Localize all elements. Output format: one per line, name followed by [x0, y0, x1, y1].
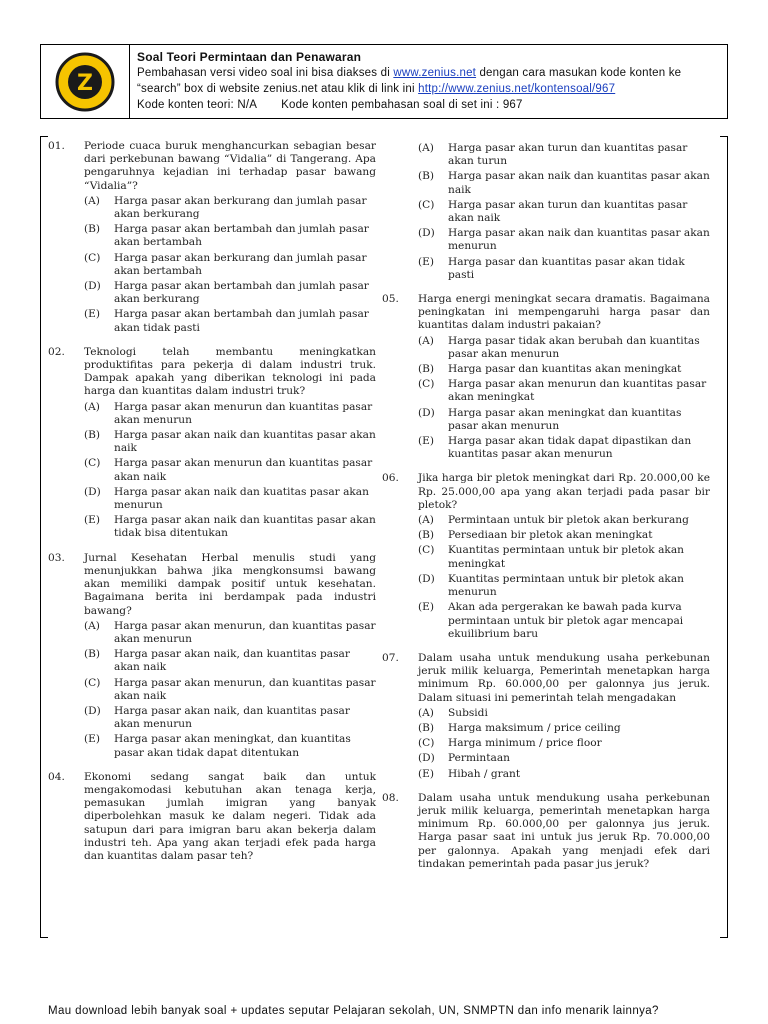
- answer-option: [84, 429, 376, 455]
- option-letter: (A): [84, 194, 100, 207]
- answer-option: [84, 457, 376, 483]
- question-number: 03.: [48, 551, 65, 564]
- question-stem: Periode cuaca buruk menghancurkan sebagian besar dari perkebunan bawang “Vidalia” di Tangerang. Apa pengaruhnya kejadian ini terhadap pasar bawang “Vidalia”?: [84, 140, 376, 192]
- option-text: Harga pasar akan turun dan kuantitas pasar akan naik: [448, 198, 688, 225]
- answer-option: [418, 335, 710, 361]
- option-letter: (D): [418, 752, 435, 765]
- question-number: 07.: [382, 651, 399, 664]
- left-column: [48, 140, 376, 874]
- option-letter: (A): [418, 142, 434, 154]
- option-letter: (B): [418, 529, 435, 542]
- option-letter: (A): [418, 706, 434, 719]
- left-bracket: [40, 136, 48, 938]
- answer-option: [418, 227, 710, 253]
- answer-option: [418, 363, 710, 376]
- option-letter: (C): [418, 544, 435, 557]
- option-text: Harga pasar akan tidak dapat dipastikan dan kuantitas pasar akan menurun: [448, 435, 692, 461]
- option-text: Harga pasar akan naik dan kuantitas pasar akan naik: [114, 429, 376, 455]
- option-letter: (E): [418, 255, 434, 268]
- page-title: Soal Teori Permintaan dan Penawaran: [137, 50, 362, 64]
- option-letter: (D): [418, 572, 435, 585]
- option-letter: (B): [418, 170, 435, 183]
- option-text: Harga pasar akan berkurang dan jumlah pasar akan berkurang: [114, 194, 367, 221]
- option-text: Harga pasar dan kuantitas pasar akan tidak pasti: [448, 255, 685, 281]
- header-line-2: “search” box di website zenius.net atau klik di link ini http://www.zenius.net/kontensoal/967: [137, 83, 616, 95]
- answer-option: [84, 514, 376, 540]
- option-text: Harga pasar akan bertambah dan jumlah pasar akan berkurang: [114, 280, 369, 306]
- answer-option: [418, 601, 710, 641]
- option-text: Harga pasar akan naik dan kuantitas pasar akan tidak bisa ditentukan: [114, 514, 376, 540]
- option-letter: (B): [84, 223, 101, 236]
- option-text: Harga pasar akan naik dan kuantitas pasar akan naik: [448, 170, 710, 196]
- answer-option: [418, 737, 710, 750]
- option-text: Harga pasar akan menurun dan kuantitas pasar akan meningkat: [448, 378, 707, 404]
- question-item: [48, 346, 376, 541]
- option-text: Kuantitas permintaan untuk bir pletok akan menurun: [448, 572, 684, 599]
- answer-option: [84, 486, 376, 512]
- option-letter: (E): [418, 601, 434, 614]
- option-text: Harga pasar akan menurun, dan kuantitas pasar akan menurun: [114, 619, 376, 645]
- option-text: Permintaan: [448, 752, 510, 765]
- option-letter: (C): [418, 198, 435, 211]
- answer-option: [418, 752, 710, 765]
- answer-option: [84, 252, 376, 278]
- option-text: Harga pasar tidak akan berubah dan kuantitas pasar akan menurun: [448, 334, 700, 360]
- question-stem: Ekonomi sedang sangat baik dan untuk mengakomodasi kebutuhan akan tenaga kerja, pemasukan jumlah imigran yang banyak diperbolehkan masuk ke dalam negeri. Tidak ada satupun dari para imigran baru akan bekerja dalam industri teh. Apa yang akan terjadi efek pada harga dan kuantitas dalam pasar teh?: [84, 770, 376, 862]
- option-letter: (A): [418, 514, 434, 527]
- question-item: [382, 652, 710, 781]
- option-text: Harga pasar akan naik dan kuantitas pasar akan menurun: [448, 227, 710, 253]
- option-text: Permintaan untuk bir pletok akan berkurang: [448, 514, 689, 527]
- answer-option: [84, 677, 376, 703]
- option-letter: (A): [84, 400, 100, 413]
- option-text: Harga pasar akan berkurang dan jumlah pasar akan bertambah: [114, 251, 367, 277]
- answer-option: [418, 768, 710, 781]
- option-letter: (B): [84, 648, 101, 661]
- option-letter: (E): [84, 308, 100, 321]
- option-text: Harga pasar akan menurun, dan kuantitas pasar akan naik: [114, 676, 376, 702]
- question-item: [48, 140, 376, 335]
- option-text: Kuantitas permintaan untuk bir pletok akan meningkat: [448, 544, 684, 570]
- answer-option: [418, 514, 710, 527]
- right-bracket: [720, 136, 728, 938]
- answer-option: [84, 195, 376, 221]
- question-stem: Jurnal Kesehatan Herbal menulis studi yang menunjukkan bahwa jika mengkonsumsi bawang akan memiliki dampak positif untuk kesehatan. Bagaimana berita ini berdampak pada industri bawang?: [84, 551, 376, 617]
- option-letter: (A): [84, 619, 100, 632]
- kontensoal-link[interactable]: http://www.zenius.net/kontensoal/967: [418, 83, 616, 95]
- option-letter: (E): [418, 767, 434, 780]
- question-stem: Dalam usaha untuk mendukung usaha perkebunan jeruk milik keluarga, Pemerintah menetapkan harga minimum Rp. 60.000,00 per galonnya jus jeruk. Dalam situasi ini pemerintah telah mengadakan: [418, 651, 710, 704]
- question-number: 01.: [48, 140, 65, 152]
- logo-cell: [41, 45, 130, 118]
- question-item: [48, 552, 376, 760]
- zenius-link[interactable]: www.zenius.net: [393, 67, 477, 79]
- option-letter: (C): [418, 737, 435, 750]
- option-letter: (C): [84, 251, 101, 264]
- answer-option: [84, 401, 376, 427]
- questions-area: [40, 136, 728, 938]
- option-letter: (E): [418, 435, 434, 448]
- question-number: 06.: [382, 472, 399, 485]
- question-number: 02.: [48, 345, 65, 358]
- answer-option: [84, 648, 376, 674]
- option-text: Subsidi: [448, 706, 488, 719]
- question-item: [382, 472, 710, 640]
- header-text: [137, 49, 727, 113]
- option-text: Harga pasar akan menurun dan kuantitas pasar akan menurun: [114, 400, 373, 426]
- answer-option: [418, 170, 710, 196]
- answer-option: [418, 529, 710, 542]
- question-item: [382, 792, 710, 871]
- option-text: Akan ada pergerakan ke bawah pada kurva permintaan untuk bir pletok agar mencapai ekuilibrium baru: [448, 601, 684, 640]
- answer-option: [418, 199, 710, 225]
- logo-letter: Z: [77, 71, 93, 96]
- answer-option: [418, 407, 710, 433]
- option-text: Harga pasar dan kuantitas akan meningkat: [448, 363, 682, 376]
- option-text: Harga minimum / price floor: [448, 737, 602, 750]
- option-letter: (B): [418, 721, 435, 734]
- question-stem: Dalam usaha untuk mendukung usaha perkebunan jeruk milik keluarga, pemerintah menetapkan harga minimum Rp. 60.000,00 per galonnya jus jeruk. Harga pasar saat ini untuk jus jeruk Rp. 70.000,00 per galonnya. Apakah yang menjadi efek dari tindakan pemerintah pada pasar jus jeruk?: [418, 791, 710, 870]
- question-number: 08.: [382, 791, 399, 804]
- question-stem: Teknologi telah membantu meningkatkan produktifitas para pekerja di dalam industri truk. Dampak apakah yang diberikan teknologi ini pada harga dan kuantitas dalam industri truk?: [84, 345, 376, 398]
- option-letter: (D): [84, 704, 101, 717]
- answer-option: [418, 256, 710, 282]
- zenius-logo-icon: [55, 52, 115, 112]
- option-letter: (B): [84, 429, 101, 442]
- option-text: Harga pasar akan bertambah dan jumlah pasar akan bertambah: [114, 223, 369, 249]
- header-box: [40, 44, 728, 119]
- answer-option: [84, 620, 376, 646]
- option-letter: (D): [418, 406, 435, 419]
- option-letter: (D): [84, 280, 101, 293]
- header-line-1: Pembahasan versi video soal ini bisa diakses di www.zenius.net dengan cara masukan kode konten ke: [137, 67, 682, 79]
- question-number: 04.: [48, 770, 65, 783]
- option-text: Harga pasar akan meningkat dan kuantitas pasar akan menurun: [448, 406, 682, 432]
- option-text: Hibah / grant: [448, 767, 521, 780]
- option-text: Harga pasar akan menurun dan kuantitas pasar akan naik: [114, 457, 373, 483]
- right-column: [382, 140, 710, 882]
- option-letter: (A): [418, 334, 434, 347]
- option-text: Harga pasar akan naik dan kuatitas pasar akan menurun: [114, 485, 369, 512]
- option-letter: (E): [84, 514, 100, 527]
- answer-option: [418, 573, 710, 599]
- answer-option: [418, 435, 710, 461]
- question-item: [382, 293, 710, 461]
- question-stem: Jika harga bir pletok meningkat dari Rp. 20.000,00 ke Rp. 25.000,00 apa yang akan terjadi pada pasar bir pletok?: [418, 472, 710, 511]
- answer-option: [418, 544, 710, 570]
- answer-option: [418, 378, 710, 404]
- answer-option: [84, 308, 376, 334]
- answer-option: [418, 707, 710, 720]
- answer-option: [84, 223, 376, 249]
- option-letter: (C): [418, 378, 435, 391]
- option-letter: (B): [418, 363, 435, 376]
- option-text: Harga pasar akan bertambah dan jumlah pasar akan tidak pasti: [114, 308, 369, 334]
- option-letter: (D): [418, 227, 435, 240]
- answer-option: [84, 705, 376, 731]
- option-text: Harga pasar akan naik, dan kuantitas pasar akan naik: [114, 648, 350, 674]
- question-stem: Harga energi meningkat secara dramatis. Bagaimana peningkatan ini mempengaruhi harga pasar dan kuantitas dalam industri pakaian?: [418, 293, 710, 332]
- option-letter: (E): [84, 733, 100, 746]
- header-line-3: Kode konten teori: N/A Kode konten pembahasan soal di set ini : 967: [137, 99, 523, 111]
- answer-option: [84, 733, 376, 759]
- option-text: Persediaan bir pletok akan meningkat: [448, 529, 653, 542]
- answer-option: [84, 280, 376, 306]
- footer-text: Mau download lebih banyak soal + updates seputar Pelajaran sekolah, UN, SNMPTN dan info menarik lainnya?: [48, 1005, 659, 1017]
- question-number: 05.: [382, 293, 399, 306]
- option-letter: (C): [84, 676, 101, 689]
- option-text: Harga maksimum / price ceiling: [448, 721, 621, 734]
- option-text: Harga pasar akan naik, dan kuantitas pasar akan menurun: [114, 704, 350, 731]
- option-letter: (D): [84, 485, 101, 498]
- option-text: Harga pasar akan meningkat, dan kuantitas pasar akan tidak dapat ditentukan: [114, 733, 351, 759]
- option-letter: (C): [84, 457, 101, 470]
- option-text: Harga pasar akan turun dan kuantitas pasar akan turun: [448, 142, 688, 168]
- answer-option: [418, 722, 710, 735]
- answer-option: [418, 142, 710, 168]
- question-item: [48, 771, 376, 863]
- question-item: [382, 142, 710, 282]
